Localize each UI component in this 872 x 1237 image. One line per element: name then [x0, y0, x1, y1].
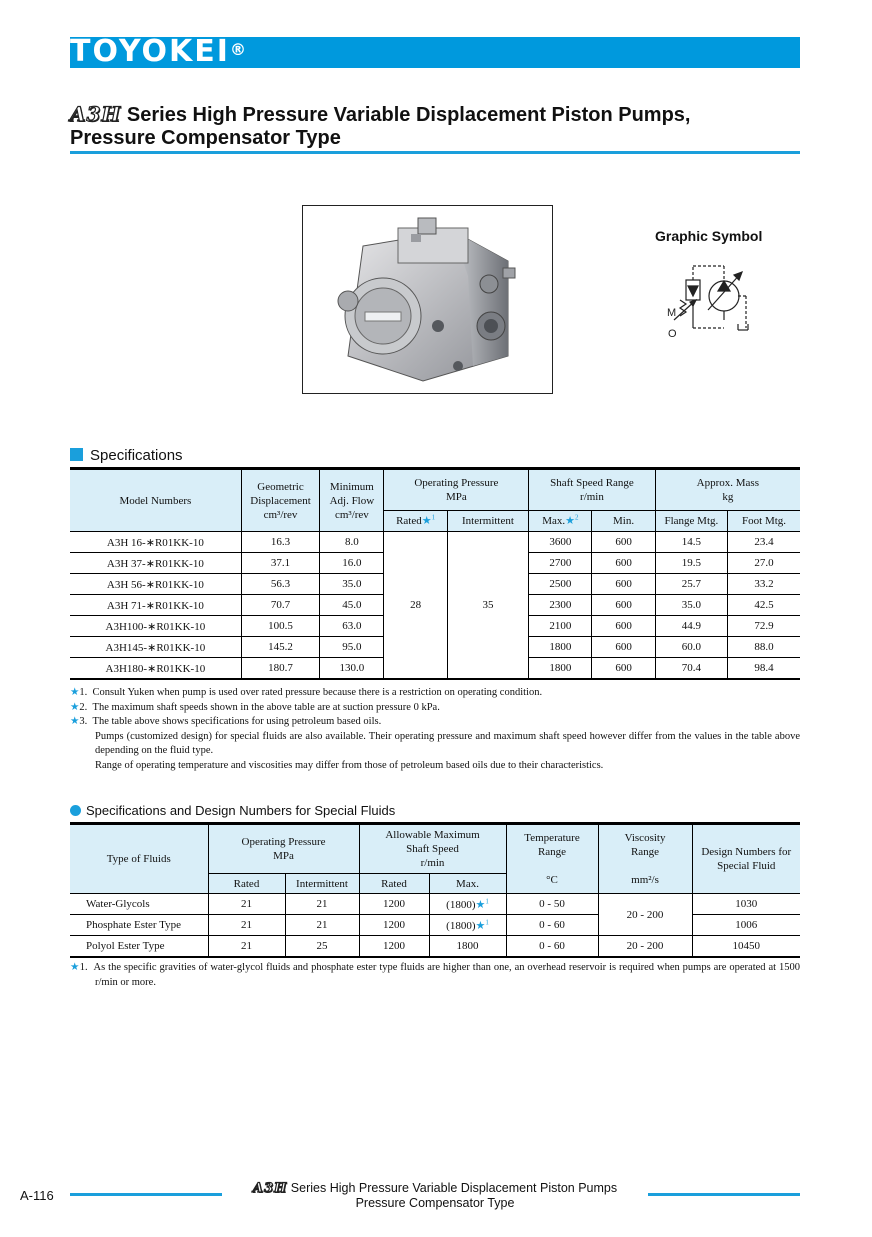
square-bullet-icon: [70, 448, 83, 461]
col-fluid-speed: Allowable Maximum Shaft Speed r/min: [359, 824, 506, 874]
brand-logo: TOYOKEI®: [70, 34, 246, 69]
specifications-heading: Specifications: [70, 447, 183, 464]
special-fluids-table: [70, 822, 800, 958]
table-row: A3H 16-∗R01KK-10 16.3 8.0 28 35 3600 600 14.5 23.4: [70, 532, 800, 553]
hydraulic-symbol-icon: [662, 258, 762, 338]
specifications-table: [70, 467, 800, 680]
note-1: ★1. Consult Yuken when pump is used over rated pressure because there is a restriction on operating condition.: [70, 687, 543, 698]
table-row: A3H100-∗R01KK-10 100.5 63.0 2100 600 44.9 72.9: [70, 616, 800, 637]
page-title: A3H Series High Pressure Variable Displacement Piston Pumps, Pressure Compensator Type: [70, 102, 691, 149]
col-min: Min.: [592, 511, 655, 532]
product-photo: [302, 205, 553, 394]
col-fluid-pressure: Operating Pressure MPa: [208, 824, 359, 874]
table-row: A3H 37-∗R01KK-10 37.1 16.0 2700 600 19.5 27.0: [70, 553, 800, 574]
title-rule: [70, 151, 800, 154]
col-viscosity: Viscosity Range mm²/s: [598, 824, 692, 894]
graphic-symbol-title: Graphic Symbol: [655, 228, 763, 244]
col-speed-max: Max.: [429, 874, 506, 894]
col-speed-rated: Rated: [359, 874, 429, 894]
col-fluid-type: Type of Fluids: [70, 824, 208, 894]
special-fluids-note: ★1. As the specific gravities of water-glycol fluids and phosphate ester type fluids are higher than one, an overhead reservoir is required when pumps are operated at 1500 r/min or more.: [70, 962, 801, 988]
page-number: A-116: [20, 1188, 54, 1203]
note-3-para-1: Pumps (customized design) for special fluids are also available. Their operating pressure and maximum shaft speed however differ from the values in the table above depending on the fluid type.: [95, 730, 800, 756]
col-foot: Foot Mtg.: [728, 511, 800, 532]
col-design-numbers: Design Numbers for Special Fluid: [692, 824, 800, 894]
table-row: Water-Glycols 21 21 1200 (1800)★$^1$ 0 - 50 20 - 200 1030: [70, 894, 800, 915]
note-3: ★3. The table above shows specifications for using petroleum based oils.: [70, 716, 382, 727]
table-row: A3H145-∗R01KK-10 145.2 95.0 1800 600 60.0 88.0: [70, 637, 800, 658]
col-rated: Rated★$^1$: [384, 511, 447, 532]
footer-rule-left: [70, 1193, 222, 1196]
col-mass: Approx. Mass kg: [655, 469, 800, 511]
note-2: ★2. The maximum shaft speeds shown in the above table are at suction pressure 0 kPa.: [70, 701, 440, 713]
col-operating-pressure: Operating Pressure MPa: [384, 469, 529, 511]
circle-bullet-icon: [70, 805, 81, 816]
footer-a3h-logo: A3H: [252, 1181, 288, 1196]
col-max: Max.★$^2$: [529, 511, 592, 532]
graphic-symbol: [662, 258, 762, 343]
pump-image: [303, 206, 552, 393]
footer-rule-right: [648, 1193, 800, 1196]
col-fluid-rated: Rated: [208, 874, 285, 894]
a3h-logo: A3H: [70, 102, 122, 126]
rated-pressure-cell: 28: [384, 532, 447, 680]
col-intermittent: Intermittent: [447, 511, 529, 532]
special-fluids-heading: Specifications and Design Numbers for Special Fluids: [70, 803, 395, 818]
table-row: A3H 71-∗R01KK-10 70.7 45.0 2300 600 35.0 42.5: [70, 595, 800, 616]
col-temperature: Temperature Range °C: [506, 824, 598, 894]
svg-text:M: M: [667, 307, 677, 319]
table-row: Phosphate Ester Type 21 21 1200 (1800)★$^1$ 0 - 60 1006: [70, 915, 800, 936]
col-fluid-intermittent: Intermittent: [285, 874, 359, 894]
viscosity-merged-cell: 20 - 200: [598, 894, 692, 936]
table-row: A3H 56-∗R01KK-10 56.3 35.0 2500 600 25.7 33.2: [70, 574, 800, 595]
col-displacement: Geometric Displacement cm³/rev: [241, 469, 320, 532]
specifications-notes: [70, 686, 800, 773]
footer-title: A3H Series High Pressure Variable Displacement Piston Pumps Pressure Compensator Type: [252, 1181, 618, 1210]
table-row: Polyol Ester Type 21 25 1200 1800 0 - 60 20 - 200 10450: [70, 936, 800, 958]
col-flange: Flange Mtg.: [655, 511, 727, 532]
col-model: Model Numbers: [70, 469, 241, 532]
note-3-para-2: Range of operating temperature and viscosities may differ from those of petroleum based oils due to their characteristics.: [95, 759, 604, 771]
svg-text:O: O: [668, 328, 677, 338]
col-min-flow: Minimum Adj. Flow cm³/rev: [320, 469, 384, 532]
table-row: A3H180-∗R01KK-10 180.7 130.0 1800 600 70.4 98.4: [70, 658, 800, 680]
intermittent-pressure-cell: 35: [447, 532, 529, 680]
col-shaft-speed: Shaft Speed Range r/min: [529, 469, 655, 511]
